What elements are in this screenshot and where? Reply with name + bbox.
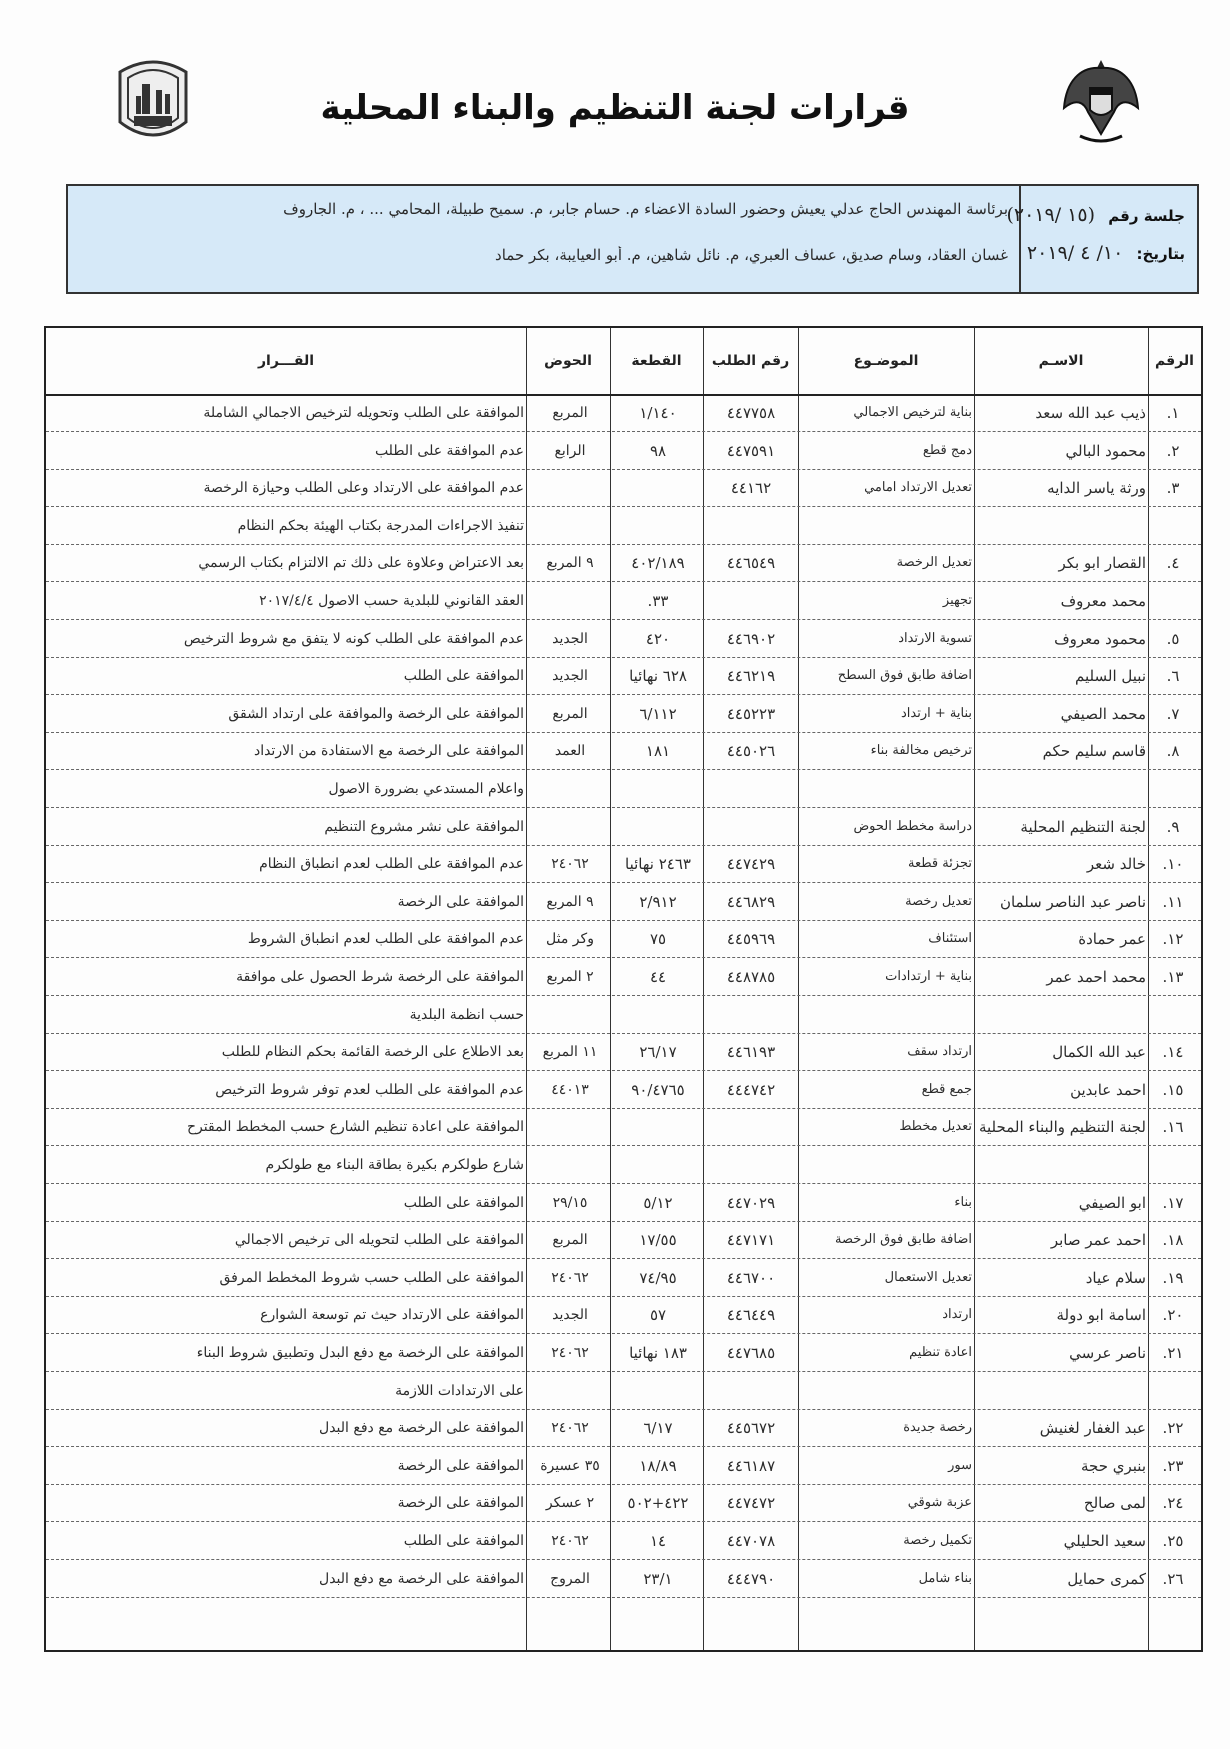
row-basin: ٩ المربع (546, 893, 594, 910)
row-basin: المربع (552, 705, 588, 722)
row-name: احمد عابدين (1070, 1080, 1146, 1099)
row-subject: بناية لترخيص الاجمالي (853, 405, 972, 420)
row-decision: الموافقة على الرخصة والموافقة على ارتداد الشقق (228, 705, 524, 722)
row-request-number: ٤٤٥٦٧٢ (726, 1419, 776, 1438)
row-plot: ٩٠/٤٧٦٥ (631, 1080, 685, 1099)
row-number: ١٨. (1162, 1231, 1184, 1250)
row-basin: ٢٤٠٦٢ (551, 1269, 589, 1286)
row-name: كمرى حمايل (1067, 1569, 1146, 1588)
row-request-number: ٤٤٦٧٠٠ (726, 1268, 776, 1287)
row-plot (614, 1150, 702, 1180)
row-plot: ٤٢٠ (645, 629, 671, 648)
row-plot: ٦/١٧ (643, 1419, 673, 1438)
row-number: ١٤. (1162, 1043, 1184, 1062)
row-decision: تنفيذ الاجراءات المدرجة بكتاب الهيئة بحكم النظام (237, 517, 524, 534)
row-name: ورثة ياسر الدايه (1047, 479, 1146, 498)
header-number: الرقم (1155, 353, 1194, 369)
row-request-number: ٤٤٧٦٨٥ (726, 1344, 776, 1362)
row-plot: ١٧/٥٥ (639, 1231, 677, 1250)
table-row (46, 1560, 1201, 1598)
page-title: قرارات لجنة التنظيم والبناء المحلية (320, 88, 910, 128)
table-row (46, 1447, 1201, 1485)
table-row (46, 845, 1201, 883)
row-basin: المربع (552, 405, 588, 421)
row-decision: بعد الاطلاع على الرخصة القائمة بحكم النظام للطلب (221, 1044, 524, 1061)
row-plot (614, 1000, 702, 1030)
row-decision: الموافقة على الارتداد حيث تم توسعة الشوارع (260, 1307, 524, 1324)
row-plot (614, 812, 702, 842)
row-number: ٢٤. (1162, 1494, 1184, 1513)
row-number: ٣. (1166, 479, 1180, 498)
row-subject: بناء شامل (918, 1570, 972, 1586)
table-row (46, 620, 1201, 658)
row-name (978, 511, 1146, 541)
row-decision: على الارتدادات اللازمة (395, 1382, 524, 1399)
row-plot: ٣٣. (647, 592, 669, 610)
row-decision: عدم الموافقة على الطلب كونه لا يتفق مع شروط الترخيص (183, 630, 524, 647)
row-name: ابو الصيفي (1078, 1193, 1146, 1212)
row-decision: الموافقة على اعادة تنظيم الشارع حسب المخطط المقترح (187, 1119, 524, 1136)
row-number: ٥. (1166, 629, 1180, 648)
row-basin (530, 1000, 610, 1030)
table-row (46, 1296, 1201, 1334)
row-decision: الموافقة على الرخصة (397, 1495, 524, 1512)
row-name: محمد معروف (1060, 592, 1146, 610)
row-name: نبيل السليم (1075, 667, 1146, 686)
row-request-number (707, 586, 795, 616)
row-plot: ٦/١١٢ (639, 704, 677, 723)
table-row (46, 1484, 1201, 1522)
table-row (46, 770, 1201, 808)
row-plot: ٧٤/٩٥ (639, 1268, 677, 1287)
row-request-number: ٤٤٦١٨٧ (726, 1456, 776, 1475)
row-basin (530, 511, 610, 541)
row-decision: العقد القانوني للبلدية حسب الاصول ٢٠١٧/٤/٤ (259, 593, 524, 609)
row-decision: الموافقة على نشر مشروع التنظيم (324, 818, 524, 835)
row-request-number: ٤٤٦٤٤٩ (726, 1306, 776, 1325)
table-header (46, 328, 1201, 396)
row-request-number: ٤٤٧٠٧٨ (726, 1532, 776, 1550)
header-plot: القطعة (631, 353, 682, 369)
row-decision: الموافقة على الطلب (403, 668, 524, 685)
row-name (978, 774, 1146, 804)
row-request-number: ٤٤١٦٢ (730, 479, 772, 498)
row-number: ٧. (1166, 704, 1180, 723)
row-plot: ٢/٩١٢ (639, 892, 677, 911)
row-subject: تعديل مخطط (899, 1119, 972, 1135)
row-request-number (707, 511, 795, 541)
row-subject: ارتداد (942, 1307, 972, 1323)
row-request-number: ٤٤٦١٩٣ (726, 1043, 776, 1062)
session-date: ١٠/ ٤ /٢٠١٩ (1026, 242, 1124, 264)
row-subject: دراسة مخطط الحوض (853, 818, 972, 834)
table-row (46, 394, 1201, 432)
row-decision: عدم الموافقة على الطلب لعدم توفر شروط الترخيص (215, 1081, 524, 1098)
row-name: اسامة ابو دولة (1056, 1306, 1146, 1325)
row-subject: سور (948, 1457, 972, 1473)
row-plot (614, 1376, 702, 1406)
row-number: ٢٦. (1162, 1569, 1184, 1588)
row-decision: حسب انظمة البلدية (409, 1006, 524, 1023)
row-decision: بعد الاعتراض وعلاوة على ذلك تم الالتزام بكتاب الرسمي (198, 555, 524, 572)
row-subject: تعديل الارتداد امامي (864, 480, 972, 496)
decisions-table (44, 326, 1203, 1652)
row-request-number: ٤٤٦٨٢٩ (726, 892, 776, 911)
row-decision: عدم الموافقة على الطلب لعدم انطباق النظام (259, 856, 524, 873)
session-date-line (1027, 242, 1185, 264)
row-number (1154, 1150, 1192, 1180)
row-number (1154, 511, 1192, 541)
row-subject: استئناف (928, 931, 972, 947)
row-basin: ٢٤٠٦٢ (551, 1420, 589, 1437)
row-plot: ٢٣/١ (643, 1569, 673, 1588)
row-name: لجنة التنظيم والبناء المحلية (978, 1118, 1146, 1137)
row-plot: ٦٢٨ نهائيا (629, 667, 687, 686)
row-basin: ٢٩/١٥ (552, 1194, 588, 1211)
row-basin (530, 1112, 610, 1142)
table-row (46, 582, 1201, 620)
table-row (46, 695, 1201, 733)
row-number: ٤. (1166, 554, 1180, 573)
table-row (46, 1221, 1201, 1259)
row-decision: عدم الموافقة على الطلب (374, 442, 524, 459)
row-basin (530, 1150, 610, 1180)
row-basin: العمد (554, 743, 586, 760)
row-subject: تسوية الارتداد (898, 630, 972, 646)
row-subject: دمج قطع (922, 442, 972, 458)
row-name: ناصر عبد الناصر سلمان (999, 892, 1146, 911)
row-basin: ٢ عسكر (545, 1495, 595, 1512)
row-decision: الموافقة على الرخصة (397, 893, 524, 910)
row-plot: ١٨٣ نهائيا (629, 1344, 687, 1362)
row-number: ٢٢. (1162, 1419, 1184, 1438)
row-name (978, 1376, 1146, 1406)
row-basin: ٣٥ عسيرة (540, 1457, 600, 1474)
row-number: ٦. (1166, 667, 1180, 686)
row-subject: ارتداد سقف (907, 1044, 972, 1060)
row-request-number: ٤٤٥٠٢٦ (726, 742, 776, 761)
row-basin: ١١ المربع (542, 1044, 598, 1061)
row-plot (614, 1112, 702, 1142)
row-basin: ٢ المربع (546, 969, 594, 985)
table-row (46, 432, 1201, 470)
row-subject: تجزئة قطعة (907, 856, 972, 872)
row-request-number (707, 1376, 795, 1406)
row-plot (614, 774, 702, 804)
row-number (1154, 1376, 1192, 1406)
row-decision: الموافقة على الطلب (403, 1533, 524, 1549)
row-name: محمد الصيفي (1060, 704, 1146, 723)
table-row (46, 657, 1201, 695)
row-plot: ٩٨ (649, 441, 667, 460)
table-row (46, 1184, 1201, 1222)
row-basin: المروج (550, 1570, 590, 1587)
row-name: سلام عياد (1085, 1268, 1146, 1287)
row-name: خالد شعر (1086, 855, 1146, 874)
row-name: القصار ابو بكر (1058, 554, 1146, 573)
row-number: ٢٥. (1162, 1532, 1184, 1550)
table-row (46, 732, 1201, 770)
row-subject: تعديل الاستعمال (884, 1269, 972, 1285)
row-basin: ٩ المربع (546, 555, 594, 572)
table-row (46, 1033, 1201, 1071)
row-name (978, 1000, 1146, 1030)
row-subject: ترخيص مخالفة بناء (870, 743, 972, 759)
table-row (46, 1334, 1201, 1372)
row-decision: الموافقة على الطلب وتحويله لترخيص الاجمالي الشاملة (203, 405, 524, 421)
row-request-number: ٤٤٦٩٠٢ (726, 629, 776, 648)
row-basin (530, 1376, 610, 1406)
row-basin: ٢٤٠٦٢ (551, 1533, 589, 1549)
row-subject: اضافة طابق فوق السطح (837, 668, 972, 684)
table-row (46, 1146, 1201, 1184)
row-plot: ٤٠٢/١٨٩ (631, 554, 685, 573)
table-row (46, 883, 1201, 921)
row-plot: ٥٧ (649, 1306, 667, 1325)
row-subject: جمع قطع (921, 1081, 972, 1097)
row-plot: ٢٦/١٧ (639, 1043, 677, 1062)
row-request-number: ٤٤٦٢١٩ (726, 667, 776, 686)
row-basin (530, 812, 610, 842)
row-basin: الجديد (552, 668, 588, 685)
row-name: عبد الله الكمال (1052, 1043, 1146, 1062)
row-number: ١٣. (1162, 968, 1184, 986)
row-subject: بناء (954, 1194, 972, 1210)
header-subject: الموضـوع (853, 353, 919, 369)
row-number: ١٧. (1162, 1193, 1184, 1212)
header-name: الاسـم (1038, 353, 1084, 369)
row-name: محمد احمد عمر (1046, 968, 1146, 986)
row-subject: تجهيز (942, 593, 972, 608)
row-plot: ٤٤ (649, 968, 667, 986)
row-subject: بناية + ارتداد (901, 705, 972, 721)
row-basin: ٢٤٠٦٢ (551, 1345, 589, 1361)
table-row (46, 920, 1201, 958)
row-number (1154, 1000, 1192, 1030)
row-plot: ١٨/٨٩ (639, 1456, 677, 1475)
row-name: ذيب عبد الله سعد (1035, 404, 1146, 422)
row-decision: عدم الموافقة على الارتداد وعلى الطلب وحيازة الرخصة (203, 480, 524, 497)
row-subject: عزبة شوقي (907, 1495, 972, 1511)
row-decision: الموافقة على الطلب لتحويله الى ترخيص الاجمالي (234, 1232, 524, 1249)
row-decision: الموافقة على الرخصة مع دفع البدل وتطبيق شروط البناء (196, 1345, 524, 1361)
row-number: ٢١. (1162, 1344, 1184, 1362)
row-decision: الموافقة على الرخصة مع الاستفادة من الارتداد (253, 743, 524, 760)
attendees-line-2: غسان العقاد، وسام صديق، عساف العبري، م. نائل شاهين، م. أبو العيايبة، بكر حماد (495, 246, 1008, 264)
row-basin: ٤٤٠١٣ (551, 1081, 589, 1098)
table-row (46, 1259, 1201, 1297)
row-plot: ٥/١٢ (643, 1193, 673, 1212)
row-decision: الموافقة على الرخصة مع دفع البدل (319, 1570, 524, 1587)
row-request-number: ٤٤٥٩٦٩ (726, 930, 776, 949)
row-number: ٢. (1166, 441, 1180, 460)
row-request-number: ٤٤٧٤٢٩ (726, 855, 776, 874)
table-row (46, 469, 1201, 507)
row-request-number: ٤٤٦٥٤٩ (726, 554, 776, 573)
row-name: عبد الغفار لغنيش (1039, 1419, 1146, 1438)
row-plot (614, 511, 702, 541)
session-number: (١٥ /٢٠١٩) (1006, 204, 1096, 226)
table-row (46, 808, 1201, 846)
row-name: بنبري حجة (1080, 1456, 1146, 1475)
row-name: عمر حمادة (1078, 930, 1146, 949)
row-plot: ١/١٤٠ (639, 404, 677, 422)
table-row (46, 507, 1201, 545)
row-name: لمى صالح (1083, 1494, 1146, 1513)
row-number: ١٠. (1162, 855, 1184, 874)
header-basin: الحوض (544, 353, 592, 369)
row-decision: الموافقة على الطلب (403, 1194, 524, 1211)
row-decision: عدم الموافقة على الطلب لعدم انطباق الشروط (247, 931, 524, 948)
row-request-number: ٤٤٧٥٩١ (726, 441, 776, 460)
row-number: ١٩. (1162, 1268, 1184, 1287)
row-plot: ٢٤٦٣ نهائيا (625, 855, 691, 874)
row-decision: الموافقة على الطلب حسب شروط المخطط المرفق (219, 1269, 524, 1286)
row-name: محمود معروف (1054, 629, 1146, 648)
row-request-number: ٤٤٧١٧١ (726, 1231, 776, 1250)
session-date-label: بتاريخ: (1136, 245, 1185, 263)
row-plot: ١٤ (649, 1532, 667, 1550)
row-number: ١١. (1162, 892, 1184, 911)
header-decision: القـــرار (257, 353, 315, 369)
row-subject: اضافة طابق فوق الرخصة (834, 1232, 972, 1248)
row-subject: بناية + ارتدادات (885, 969, 972, 984)
row-basin: المربع (552, 1232, 588, 1249)
row-plot: ٤٢٢+٥٠٢ (627, 1494, 689, 1513)
row-decision: شارع طولكرم بكيرة بطاقة البناء مع طولكرم (265, 1157, 524, 1173)
row-basin (530, 473, 610, 503)
row-request-number (707, 774, 795, 804)
row-subject (802, 1376, 972, 1406)
table-row (46, 1108, 1201, 1146)
table-row (46, 996, 1201, 1034)
row-request-number: ٤٤٧٠٢٩ (726, 1193, 776, 1212)
row-basin: الجديد (552, 1307, 588, 1324)
row-number: ٢٠. (1162, 1306, 1184, 1325)
row-name: ناصر عرسي (1069, 1344, 1146, 1362)
header-request-number: رقم الطلب (711, 353, 790, 369)
row-request-number (707, 1000, 795, 1030)
table-row (46, 958, 1201, 996)
row-request-number: ٤٤٧٤٧٢ (726, 1494, 776, 1513)
row-subject: تكميل رخصة (903, 1533, 972, 1548)
row-request-number (707, 1150, 795, 1180)
row-subject (802, 1000, 972, 1030)
row-subject (802, 1150, 972, 1180)
row-name: محمود البالي (1065, 441, 1146, 460)
row-number: ٨. (1166, 742, 1180, 761)
row-request-number: ٤٤٧٧٥٨ (726, 404, 776, 422)
row-basin: الرابع (554, 442, 586, 459)
row-basin: الجديد (552, 630, 588, 647)
table-row (46, 1372, 1201, 1410)
row-plot: ١٨١ (645, 742, 671, 761)
row-name: قاسم سليم حكم (1042, 742, 1146, 761)
row-plot (614, 473, 702, 503)
row-number: ١٥. (1162, 1080, 1184, 1099)
row-request-number: ٤٤٤٧٩٠ (726, 1569, 776, 1588)
row-subject: تعديل رخصة (905, 893, 972, 909)
row-request-number: ٤٤٨٧٨٥ (726, 968, 776, 986)
row-plot: ٧٥ (649, 930, 667, 949)
row-decision: الموافقة على الرخصة مع دفع البدل (319, 1420, 524, 1437)
row-number: ٢٣. (1162, 1456, 1184, 1475)
row-request-number (707, 812, 795, 842)
row-basin (530, 774, 610, 804)
row-name: احمد عمر صابر (1050, 1231, 1146, 1250)
row-name: لجنة التنظيم المحلية (1020, 817, 1146, 836)
row-number: ١٢. (1162, 930, 1184, 949)
row-decision: الموافقة على الرخصة شرط الحصول على موافقة (236, 969, 524, 985)
row-subject (802, 774, 972, 804)
row-subject: تعديل الرخصة (896, 555, 972, 571)
attendees-line-1: برئاسة المهندس الحاج عدلي يعيش وحضور السادة الاعضاء م. حسام جابر، م. سميح طبيلة، المحامي ... ، م. الجاروف (283, 200, 1008, 218)
table-row (46, 1409, 1201, 1447)
row-request-number (707, 1112, 795, 1142)
table-row (46, 1522, 1201, 1560)
table-row (46, 1071, 1201, 1109)
session-label: جلسة رقم (1108, 207, 1185, 225)
row-request-number: ٤٤٤٧٤٢ (726, 1080, 776, 1099)
row-basin: وكر مثل (546, 931, 594, 948)
row-subject (802, 511, 972, 541)
row-number (1154, 586, 1192, 616)
info-box-divider (1019, 186, 1021, 292)
session-info-box (66, 184, 1199, 294)
row-basin: ٢٤٠٦٢ (551, 856, 589, 873)
row-number: ١. (1166, 404, 1180, 422)
row-name (978, 1150, 1146, 1180)
row-subject: اعادة تنظيم (909, 1345, 972, 1360)
row-number: ١٦. (1162, 1118, 1184, 1137)
row-number: ٩. (1166, 817, 1180, 836)
row-name: سعيد الحليلي (1063, 1532, 1146, 1550)
row-number (1154, 774, 1192, 804)
row-request-number: ٤٤٥٢٢٣ (726, 704, 776, 723)
row-subject: رخصة جديدة (903, 1420, 972, 1436)
row-decision: الموافقة على الرخصة (397, 1457, 524, 1474)
table-row (46, 544, 1201, 582)
row-decision: واعلام المستدعي بضرورة الاصول (328, 781, 524, 797)
session-number-line (1006, 204, 1185, 226)
row-basin (530, 586, 610, 616)
